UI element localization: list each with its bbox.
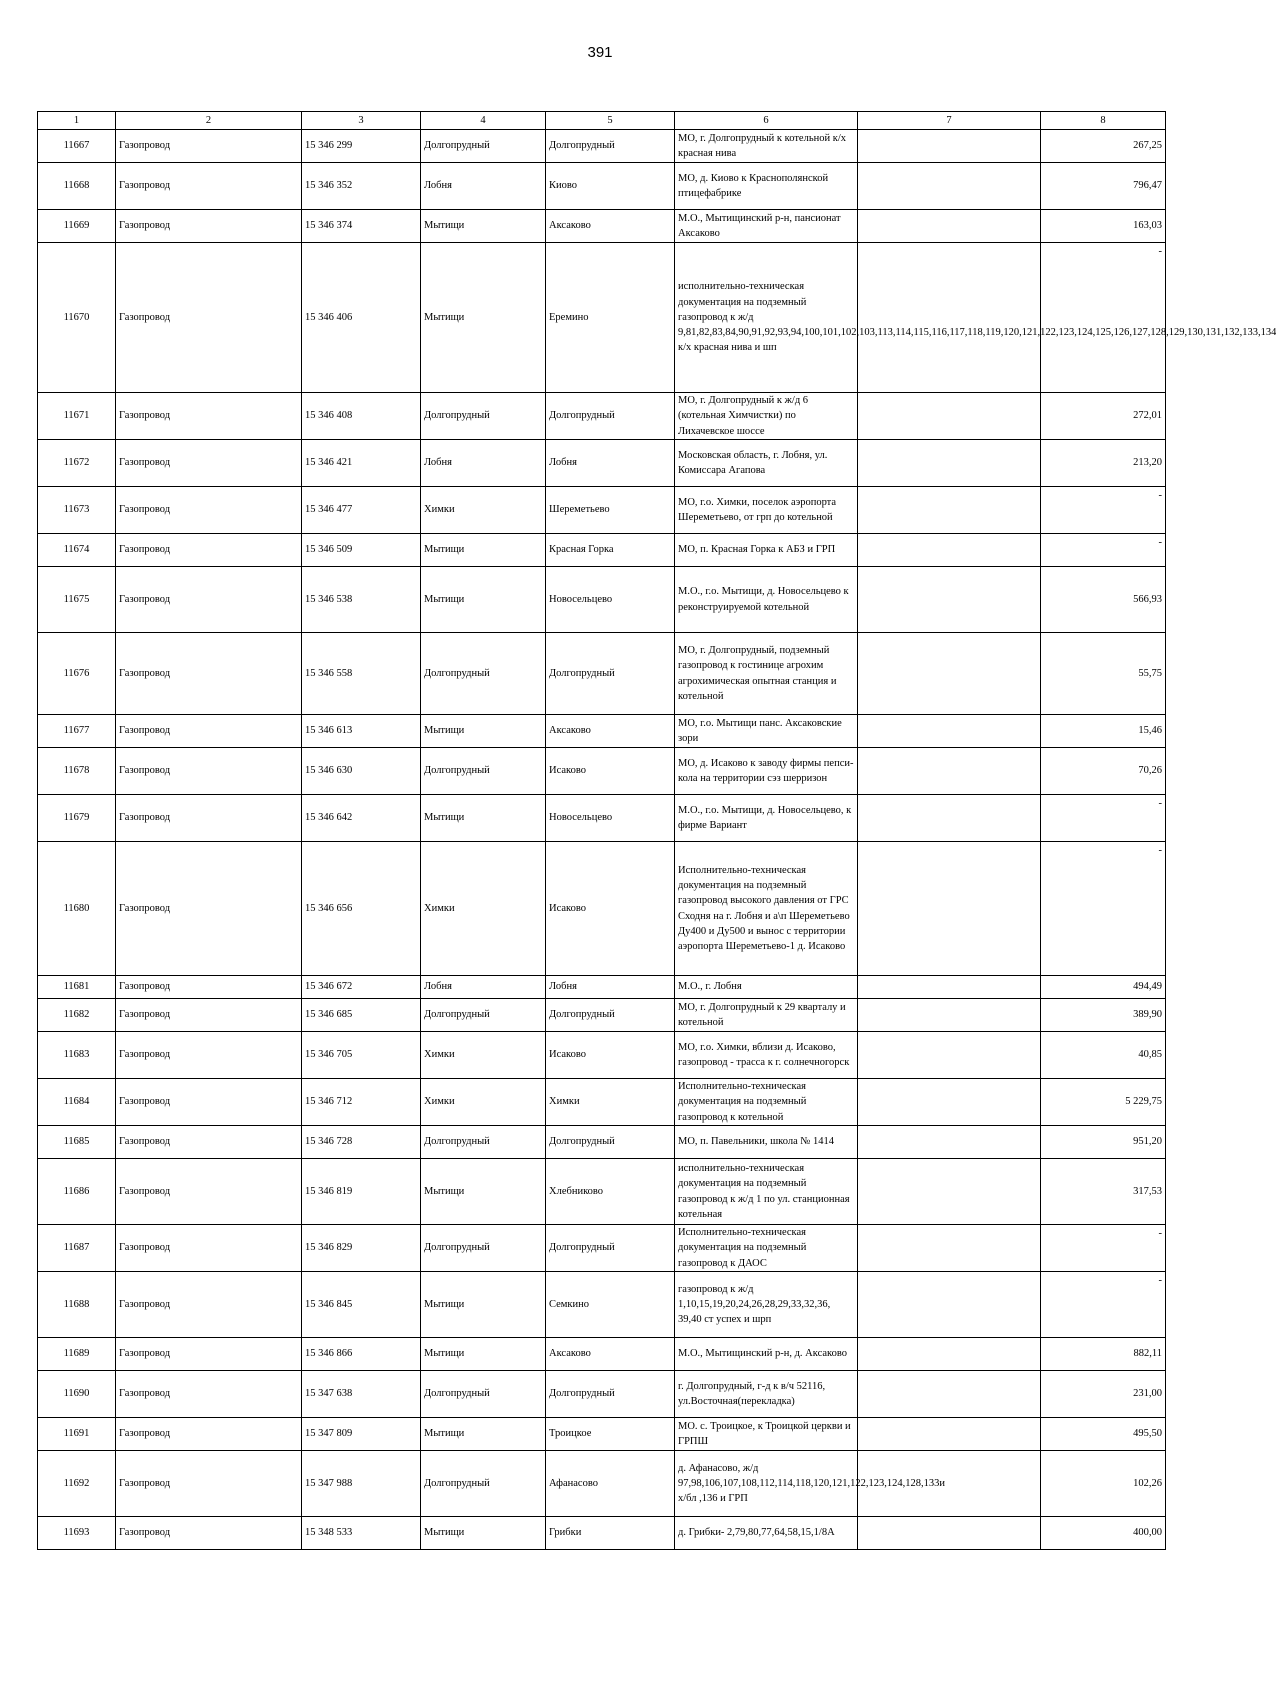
code-cell: 15 346 477 — [302, 487, 421, 534]
row-number-cell: 11675 — [38, 567, 116, 633]
table-row — [38, 487, 1166, 534]
note-cell — [858, 715, 1041, 748]
address-cell: газопровод к ж/д 1,10,15,19,20,24,26,28,29,33,32,36, 39,40 ст успех и шрп — [675, 1272, 858, 1338]
note-cell — [858, 1272, 1041, 1338]
address-cell: М.О., г.о. Мытищи, д. Новосельцево к реконструируемой котельной — [675, 567, 858, 633]
note-cell — [858, 1338, 1041, 1371]
row-number-cell: 11683 — [38, 1032, 116, 1079]
row-number-cell: 11687 — [38, 1225, 116, 1272]
code-cell: 15 346 558 — [302, 633, 421, 715]
column-header: 8 — [1041, 112, 1166, 130]
address-cell: МО, г. Долгопрудный, подземный газопровод к гостинице агрохим агрохимическая опытная станция и котельной — [675, 633, 858, 715]
note-cell — [858, 1159, 1041, 1225]
locality-cell: Исаково — [546, 842, 675, 976]
value-cell: 272,01 — [1041, 393, 1166, 440]
address-cell: МО, г. Долгопрудный к 29 кварталу и котельной — [675, 999, 858, 1032]
address-cell: МО, п. Павельники, школа № 1414 — [675, 1126, 858, 1159]
object-type-cell: Газопровод — [116, 130, 302, 163]
object-type-cell: Газопровод — [116, 1032, 302, 1079]
locality-cell: Аксаково — [546, 210, 675, 243]
district-cell: Мытищи — [421, 243, 546, 393]
row-number-cell: 11685 — [38, 1126, 116, 1159]
locality-cell: Долгопрудный — [546, 1225, 675, 1272]
row-number-cell: 11691 — [38, 1418, 116, 1451]
value-cell: 796,47 — [1041, 163, 1166, 210]
code-cell: 15 346 819 — [302, 1159, 421, 1225]
column-header: 1 — [38, 112, 116, 130]
value-cell: 566,93 — [1041, 567, 1166, 633]
code-cell: 15 346 829 — [302, 1225, 421, 1272]
object-type-cell: Газопровод — [116, 393, 302, 440]
district-cell: Мытищи — [421, 715, 546, 748]
district-cell: Лобня — [421, 440, 546, 487]
locality-cell: Киово — [546, 163, 675, 210]
address-cell: Московская область, г. Лобня, ул. Комиссара Агапова — [675, 440, 858, 487]
value-cell: 400,00 — [1041, 1517, 1166, 1550]
address-cell: М.О., Мытищинский р-н, пансионат Аксаково — [675, 210, 858, 243]
district-cell: Химки — [421, 842, 546, 976]
locality-cell: Семкино — [546, 1272, 675, 1338]
note-cell — [858, 130, 1041, 163]
code-cell: 15 346 728 — [302, 1126, 421, 1159]
district-cell: Химки — [421, 1032, 546, 1079]
table-row — [38, 748, 1166, 795]
row-number-cell: 11671 — [38, 393, 116, 440]
code-cell: 15 347 638 — [302, 1371, 421, 1418]
object-type-cell: Газопровод — [116, 440, 302, 487]
column-header: 7 — [858, 112, 1041, 130]
table-row — [38, 1126, 1166, 1159]
object-type-cell: Газопровод — [116, 976, 302, 999]
header-row — [38, 112, 1166, 130]
district-cell: Долгопрудный — [421, 1451, 546, 1517]
district-cell: Долгопрудный — [421, 1371, 546, 1418]
address-cell: д. Грибки- 2,79,80,77,64,58,15,1/8А — [675, 1517, 858, 1550]
district-cell: Мытищи — [421, 1338, 546, 1371]
district-cell: Лобня — [421, 976, 546, 999]
value-cell: 102,26 — [1041, 1451, 1166, 1517]
code-cell: 15 346 613 — [302, 715, 421, 748]
object-type-cell: Газопровод — [116, 715, 302, 748]
district-cell: Долгопрудный — [421, 1225, 546, 1272]
code-cell: 15 346 656 — [302, 842, 421, 976]
code-cell: 15 346 509 — [302, 534, 421, 567]
table-row — [38, 1371, 1166, 1418]
address-cell: Исполнительно-техническая документация на подземный газопровод к ДАОС — [675, 1225, 858, 1272]
table-row — [38, 795, 1166, 842]
locality-cell: Новосельцево — [546, 795, 675, 842]
row-number-cell: 11680 — [38, 842, 116, 976]
table-row — [38, 842, 1166, 976]
address-cell: исполнительно-техническая документация на подземный газопровод к ж/д 9,81,82,83,84,90,91,92,93,94,100,101,102,103,113,114,115,116,117,118,119,120,121,122,123,124,125,126,127,128,129,130,131,132,133,134 к/х красная нива и шп — [675, 243, 858, 393]
district-cell: Долгопрудный — [421, 999, 546, 1032]
address-cell: д. Афанасово, ж/д 97,98,106,107,108,112,114,118,120,121,122,123,124,128,133и х/бл ,136 и ГРП — [675, 1451, 858, 1517]
row-number-cell: 11690 — [38, 1371, 116, 1418]
district-cell: Химки — [421, 487, 546, 534]
code-cell: 15 346 538 — [302, 567, 421, 633]
object-type-cell: Газопровод — [116, 1371, 302, 1418]
object-type-cell: Газопровод — [116, 1272, 302, 1338]
note-cell — [858, 795, 1041, 842]
code-cell: 15 348 533 — [302, 1517, 421, 1550]
district-cell: Долгопрудный — [421, 748, 546, 795]
note-cell — [858, 393, 1041, 440]
table-row — [38, 976, 1166, 999]
locality-cell: Долгопрудный — [546, 1126, 675, 1159]
column-header: 5 — [546, 112, 675, 130]
object-type-cell: Газопровод — [116, 1126, 302, 1159]
object-type-cell: Газопровод — [116, 1225, 302, 1272]
note-cell — [858, 748, 1041, 795]
address-cell: МО, п. Красная Горка к АБЗ и ГРП — [675, 534, 858, 567]
note-cell — [858, 243, 1041, 393]
locality-cell: Грибки — [546, 1517, 675, 1550]
note-cell — [858, 210, 1041, 243]
note-cell — [858, 163, 1041, 210]
object-type-cell: Газопровод — [116, 534, 302, 567]
address-cell: МО, г. Долгопрудный к ж/д 6 (котельная Химчистки) по Лихачевское шоссе — [675, 393, 858, 440]
column-header: 2 — [116, 112, 302, 130]
value-cell: 231,00 — [1041, 1371, 1166, 1418]
locality-cell: Долгопрудный — [546, 1371, 675, 1418]
value-cell: 15,46 — [1041, 715, 1166, 748]
object-type-cell: Газопровод — [116, 795, 302, 842]
value-cell: 55,75 — [1041, 633, 1166, 715]
note-cell — [858, 567, 1041, 633]
code-cell: 15 346 406 — [302, 243, 421, 393]
locality-cell: Аксаково — [546, 715, 675, 748]
code-cell: 15 346 421 — [302, 440, 421, 487]
district-cell: Мытищи — [421, 534, 546, 567]
address-cell: М.О., г.о. Мытищи, д. Новосельцево, к фирме Вариант — [675, 795, 858, 842]
row-number-cell: 11670 — [38, 243, 116, 393]
note-cell — [858, 1371, 1041, 1418]
table-row — [38, 440, 1166, 487]
table-row — [38, 1338, 1166, 1371]
value-dash: - — [1158, 845, 1162, 856]
row-number-cell: 11678 — [38, 748, 116, 795]
note-cell — [858, 487, 1041, 534]
address-cell: МО, г.о. Химки, вблизи д. Исаково, газопровод - трасса к г. солнечногорск — [675, 1032, 858, 1079]
address-cell: М.О., Мытищинский р-н, д. Аксаково — [675, 1338, 858, 1371]
locality-cell: Троицкое — [546, 1418, 675, 1451]
code-cell: 15 346 299 — [302, 130, 421, 163]
table-row — [38, 999, 1166, 1032]
value-cell — [1041, 534, 1166, 567]
table-row — [38, 1272, 1166, 1338]
value-cell: 70,26 — [1041, 748, 1166, 795]
value-cell: 40,85 — [1041, 1032, 1166, 1079]
district-cell: Мытищи — [421, 567, 546, 633]
column-header: 6 — [675, 112, 858, 130]
locality-cell: Химки — [546, 1079, 675, 1126]
table-row — [38, 1032, 1166, 1079]
object-type-cell: Газопровод — [116, 1338, 302, 1371]
code-cell: 15 346 685 — [302, 999, 421, 1032]
object-type-cell: Газопровод — [116, 999, 302, 1032]
row-number-cell: 11669 — [38, 210, 116, 243]
table-row — [38, 1159, 1166, 1225]
code-cell: 15 347 809 — [302, 1418, 421, 1451]
locality-cell: Исаково — [546, 748, 675, 795]
note-cell — [858, 976, 1041, 999]
row-number-cell: 11674 — [38, 534, 116, 567]
locality-cell: Красная Горка — [546, 534, 675, 567]
locality-cell: Долгопрудный — [546, 130, 675, 163]
locality-cell: Долгопрудный — [546, 393, 675, 440]
table-row — [38, 210, 1166, 243]
note-cell — [858, 534, 1041, 567]
note-cell — [858, 440, 1041, 487]
row-number-cell: 11677 — [38, 715, 116, 748]
code-cell: 15 346 712 — [302, 1079, 421, 1126]
locality-cell: Лобня — [546, 976, 675, 999]
object-type-cell: Газопровод — [116, 1159, 302, 1225]
code-cell: 15 346 866 — [302, 1338, 421, 1371]
value-cell: 267,25 — [1041, 130, 1166, 163]
page-number: 391 — [587, 44, 613, 61]
address-cell: МО, г. Долгопрудный к котельной к/х красная нива — [675, 130, 858, 163]
object-type-cell: Газопровод — [116, 1079, 302, 1126]
object-type-cell: Газопровод — [116, 210, 302, 243]
object-type-cell: Газопровод — [116, 163, 302, 210]
object-type-cell: Газопровод — [116, 567, 302, 633]
row-number-cell: 11668 — [38, 163, 116, 210]
value-cell: 389,90 — [1041, 999, 1166, 1032]
row-number-cell: 11684 — [38, 1079, 116, 1126]
value-cell: 495,50 — [1041, 1418, 1166, 1451]
address-cell: МО, д. Киово к Краснополянской птицефабрике — [675, 163, 858, 210]
table-row — [38, 633, 1166, 715]
column-header: 4 — [421, 112, 546, 130]
row-number-cell: 11676 — [38, 633, 116, 715]
table-row — [38, 567, 1166, 633]
locality-cell: Долгопрудный — [546, 999, 675, 1032]
note-cell — [858, 1126, 1041, 1159]
object-type-cell: Газопровод — [116, 842, 302, 976]
object-type-cell: Газопровод — [116, 243, 302, 393]
object-type-cell: Газопровод — [116, 1451, 302, 1517]
value-cell — [1041, 795, 1166, 842]
code-cell: 15 346 352 — [302, 163, 421, 210]
locality-cell: Хлебниково — [546, 1159, 675, 1225]
address-cell: МО, г.о. Мытищи панс. Аксаковские зори — [675, 715, 858, 748]
code-cell: 15 347 988 — [302, 1451, 421, 1517]
table-row — [38, 1451, 1166, 1517]
district-cell: Долгопрудный — [421, 633, 546, 715]
table-row — [38, 1517, 1166, 1550]
note-cell — [858, 633, 1041, 715]
note-cell — [858, 1079, 1041, 1126]
address-cell: МО, д. Исаково к заводу фирмы пепси-кола на территории сэз шерризон — [675, 748, 858, 795]
value-dash: - — [1158, 537, 1162, 548]
locality-cell: Долгопрудный — [546, 633, 675, 715]
locality-cell: Афанасово — [546, 1451, 675, 1517]
value-cell: 882,11 — [1041, 1338, 1166, 1371]
value-cell: 317,53 — [1041, 1159, 1166, 1225]
object-type-cell: Газопровод — [116, 1418, 302, 1451]
table-row — [38, 1418, 1166, 1451]
district-cell: Мытищи — [421, 210, 546, 243]
note-cell — [858, 842, 1041, 976]
code-cell: 15 346 408 — [302, 393, 421, 440]
table-row — [38, 715, 1166, 748]
value-cell — [1041, 1272, 1166, 1338]
address-cell: г. Долгопрудный, г-д к в/ч 52116, ул.Восточная(перекладка) — [675, 1371, 858, 1418]
column-header: 3 — [302, 112, 421, 130]
value-cell — [1041, 1225, 1166, 1272]
district-cell: Химки — [421, 1079, 546, 1126]
value-cell: 5 229,75 — [1041, 1079, 1166, 1126]
address-cell: Исполнительно-техническая документация на подземный газопровод высокого давления от ГРС Сходня на г. Лобня и а\п Шереметьево Ду400 и Ду500 и вынос с территории аэропорта Шереметьево-1 д. Исаково — [675, 842, 858, 976]
value-cell — [1041, 842, 1166, 976]
row-number-cell: 11672 — [38, 440, 116, 487]
locality-cell: Аксаково — [546, 1338, 675, 1371]
value-dash: - — [1158, 798, 1162, 809]
locality-cell: Исаково — [546, 1032, 675, 1079]
row-number-cell: 11688 — [38, 1272, 116, 1338]
code-cell: 15 346 705 — [302, 1032, 421, 1079]
note-cell — [858, 1418, 1041, 1451]
district-cell: Долгопрудный — [421, 130, 546, 163]
district-cell: Мытищи — [421, 1159, 546, 1225]
code-cell: 15 346 642 — [302, 795, 421, 842]
row-number-cell: 11689 — [38, 1338, 116, 1371]
row-number-cell: 11673 — [38, 487, 116, 534]
district-cell: Мытищи — [421, 1272, 546, 1338]
table-row — [38, 1079, 1166, 1126]
value-dash: - — [1158, 1275, 1162, 1286]
address-cell: Исполнительно-техническая документация на подземный газопровод к котельной — [675, 1079, 858, 1126]
code-cell: 15 346 672 — [302, 976, 421, 999]
row-number-cell: 11667 — [38, 130, 116, 163]
value-cell: 163,03 — [1041, 210, 1166, 243]
value-cell — [1041, 243, 1166, 393]
note-cell — [858, 1032, 1041, 1079]
table-row — [38, 534, 1166, 567]
note-cell — [858, 999, 1041, 1032]
value-cell — [1041, 487, 1166, 534]
object-type-cell: Газопровод — [116, 1517, 302, 1550]
district-cell: Долгопрудный — [421, 1126, 546, 1159]
value-cell: 213,20 — [1041, 440, 1166, 487]
district-cell: Мытищи — [421, 795, 546, 842]
locality-cell: Еремино — [546, 243, 675, 393]
row-number-cell: 11679 — [38, 795, 116, 842]
row-number-cell: 11692 — [38, 1451, 116, 1517]
address-cell: исполнительно-техническая документация на подземный газопровод к ж/д 1 по ул. станционная котельная — [675, 1159, 858, 1225]
note-cell — [858, 1517, 1041, 1550]
table-row — [38, 163, 1166, 210]
value-dash: - — [1158, 246, 1162, 257]
value-dash: - — [1158, 490, 1162, 501]
table-row — [38, 130, 1166, 163]
table-row — [38, 1225, 1166, 1272]
value-cell: 951,20 — [1041, 1126, 1166, 1159]
row-number-cell: 11686 — [38, 1159, 116, 1225]
object-type-cell: Газопровод — [116, 748, 302, 795]
code-cell: 15 346 630 — [302, 748, 421, 795]
address-cell: МО. с. Троицкое, к Троицкой церкви и ГРПШ — [675, 1418, 858, 1451]
code-cell: 15 346 374 — [302, 210, 421, 243]
registry-table — [37, 111, 1276, 1550]
district-cell: Мытищи — [421, 1418, 546, 1451]
district-cell: Лобня — [421, 163, 546, 210]
value-cell: 494,49 — [1041, 976, 1166, 999]
row-number-cell: 11681 — [38, 976, 116, 999]
code-cell: 15 346 845 — [302, 1272, 421, 1338]
value-dash: - — [1158, 1228, 1162, 1239]
object-type-cell: Газопровод — [116, 633, 302, 715]
row-number-cell: 11682 — [38, 999, 116, 1032]
district-cell: Долгопрудный — [421, 393, 546, 440]
row-number-cell: 11693 — [38, 1517, 116, 1550]
locality-cell: Шереметьево — [546, 487, 675, 534]
table-row — [38, 393, 1166, 440]
address-cell: М.О., г. Лобня — [675, 976, 858, 999]
district-cell: Мытищи — [421, 1517, 546, 1550]
address-cell: МО, г.о. Химки, поселок аэропорта Шереметьево, от грп до котельной — [675, 487, 858, 534]
table-row — [38, 243, 1166, 393]
locality-cell: Лобня — [546, 440, 675, 487]
object-type-cell: Газопровод — [116, 487, 302, 534]
note-cell — [858, 1225, 1041, 1272]
locality-cell: Новосельцево — [546, 567, 675, 633]
